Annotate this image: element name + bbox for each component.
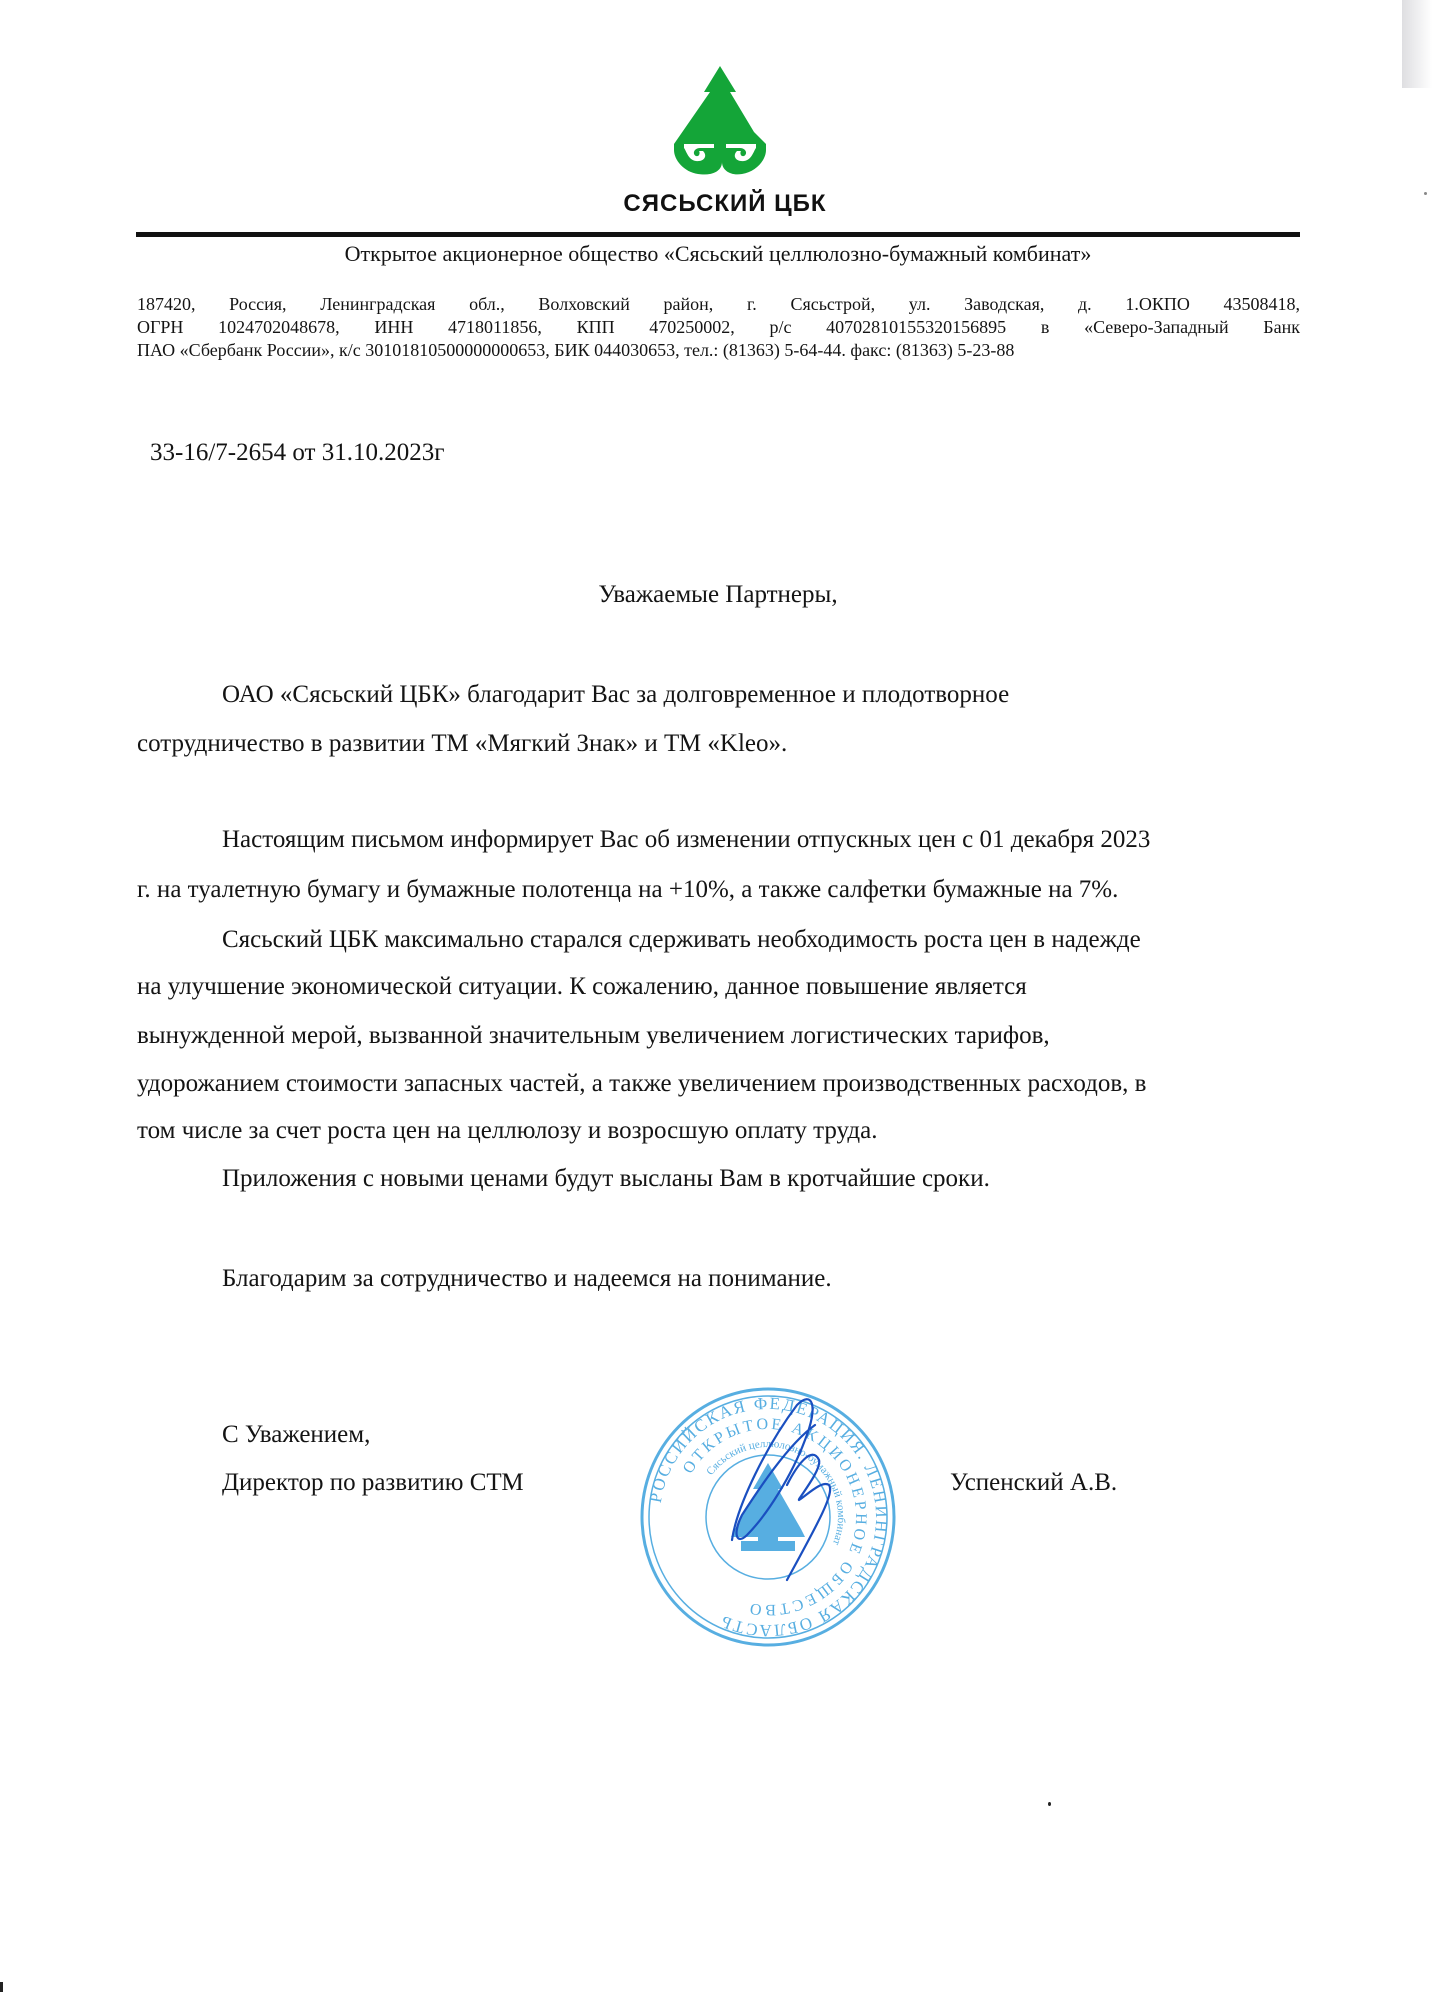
- stamp-outer-text: РОССИЙСКАЯ ФЕДЕРАЦИЯ. ЛЕНИНГРАДСКАЯ ОБЛАСТЬ: [645, 1393, 892, 1641]
- body-line: удорожанием стоимости запасных частей, а также увеличением производственных расходов, в: [137, 1070, 1147, 1097]
- company-seal-stamp: [637, 1385, 899, 1650]
- body-line: Настоящим письмом информирует Вас об изменении отпускных цен с 01 декабря 2023: [222, 826, 1151, 853]
- letter-reference: 33-16/7-2654 от 31.10.2023г: [150, 439, 445, 466]
- stamp-inner-text: Сясьский целлюлозно-бумажный комбинат: [704, 1437, 848, 1547]
- requisites-line: 187420, Россия, Ленинградская обл., Волховский район, г. Сясьстрой, ул. Заводская, д. 1.ОКПО 43508418,: [137, 294, 1300, 314]
- body-line: Благодарим за сотрудничество и надеемся на понимание.: [222, 1265, 832, 1292]
- signatory-title: Директор по развитию СТМ: [222, 1469, 524, 1496]
- scan-speck: [1424, 192, 1427, 195]
- scan-speck: [1048, 1802, 1051, 1806]
- closing: С Уважением,: [222, 1421, 371, 1448]
- scan-speck: [0, 1982, 3, 1992]
- company-full-name: Открытое акционерное общество «Сясьский целлюлозно-бумажный комбинат»: [344, 241, 1092, 266]
- signatory-name: Успенский А.В.: [950, 1469, 1118, 1496]
- body-line: сотрудничество в развитии ТМ «Мягкий Знак» и ТМ «Kleo».: [137, 730, 788, 757]
- body-line: на улучшение экономической ситуации. К сожалению, данное повышение является: [137, 973, 1027, 1000]
- letter-greeting: Уважаемые Партнеры,: [598, 581, 838, 608]
- company-requisites: [137, 293, 1300, 362]
- requisites-line: ОГРН 1024702048678, ИНН 4718011856, КПП 470250002, р/с 40702810155320156895 в «Северо-Западный Банк: [137, 317, 1300, 337]
- body-line: том числе за счет роста цен на целлюлозу и возросшую оплату труда.: [137, 1117, 878, 1144]
- header-rule: [136, 232, 1300, 237]
- scan-edge-shadow: [1402, 0, 1432, 88]
- stamp-middle-text: ОТКРЫТОЕ АКЦИОНЕРНОЕ ОБЩЕСТВО: [679, 1415, 870, 1619]
- body-line: Сясьский ЦБК максимально старался сдерживать необходимость роста цен в надежде: [222, 926, 1141, 953]
- body-line: вынужденной мерой, вызванной значительным увеличением логистических тарифов,: [137, 1022, 1050, 1049]
- brand-name: СЯСЬСКИЙ ЦБК: [623, 190, 827, 217]
- requisites-line: ПАО «Сбербанк России», к/с 30101810500000000653, БИК 044030653, тел.: (81363) 5-64-44. факс: (81363) 5-23-88: [137, 340, 1015, 360]
- body-line: ОАО «Сясьский ЦБК» благодарит Вас за долговременное и плодотворное: [222, 681, 1010, 708]
- body-line: Приложения с новыми ценами будут высланы Вам в кротчайшие сроки.: [222, 1165, 990, 1192]
- body-line: г. на туалетную бумагу и бумажные полотенца на +10%, а также салфетки бумажные на 7%.: [137, 876, 1119, 903]
- company-logo-tree-icon: [670, 62, 770, 178]
